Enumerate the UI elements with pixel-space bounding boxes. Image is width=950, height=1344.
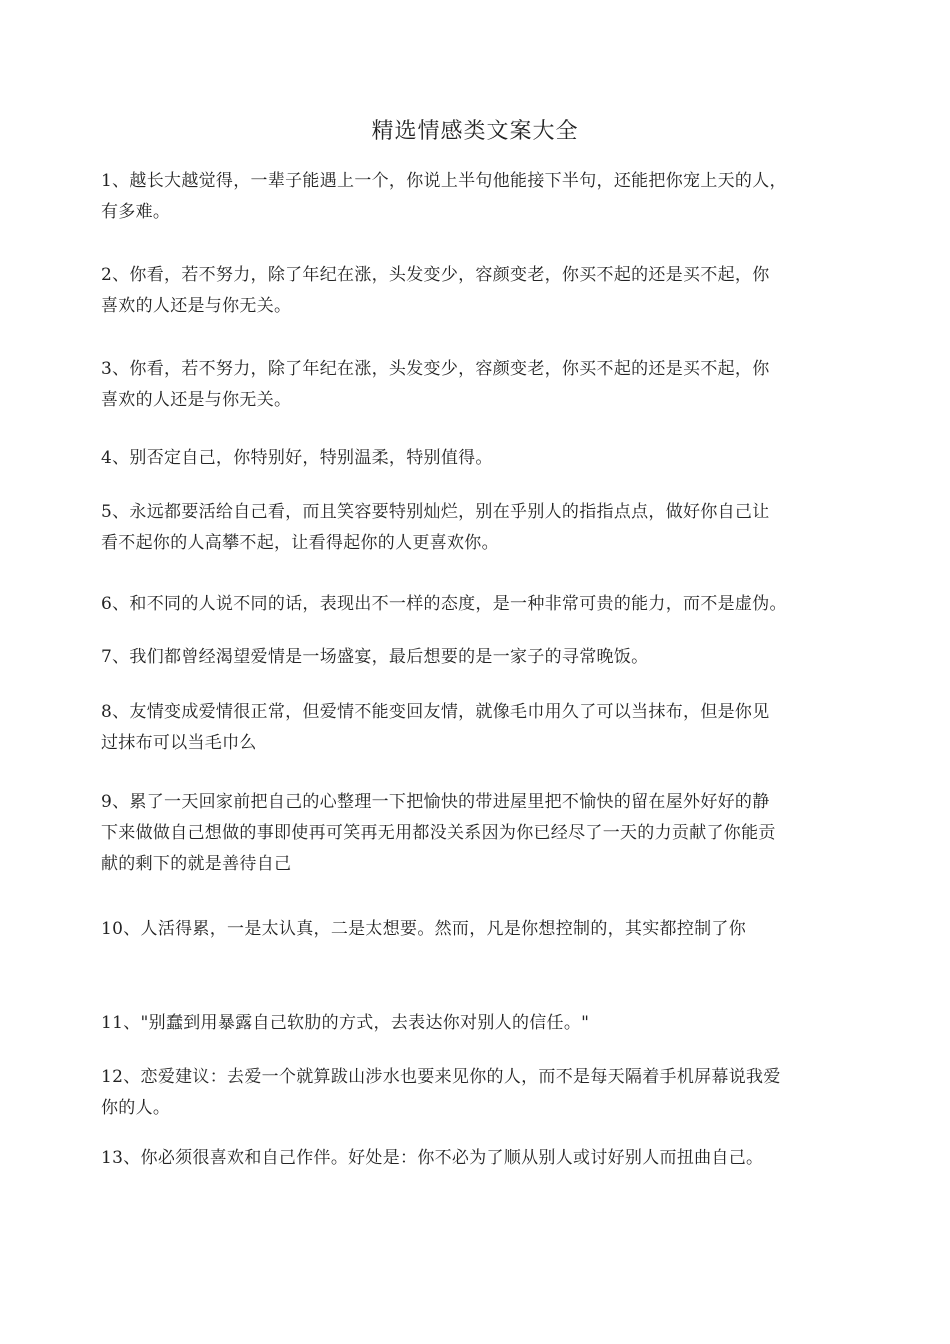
paragraph-11: 11、"别蠢到用暴露自己软肋的方式，去表达你对别人的信任。" — [101, 1013, 590, 1033]
paragraph-5: 5、永远都要活给自己看，而且笑容要特别灿烂，别在乎别人的指指点点，做好你自己让 看不起你的人高攀不起，让看得起你的人更喜欢你。 — [101, 502, 770, 553]
paragraph-8: 8、友情变成爱情很正常，但爱情不能变回友情，就像毛巾用久了可以当抹布，但是你见 过抹布可以当毛巾么 — [101, 702, 770, 753]
paragraph-1: 1、越长大越觉得，一辈子能遇上一个，你说上半句他能接下半句，还能把你宠上天的人， 有多难。 — [101, 171, 787, 222]
paragraph-3: 3、你看，若不努力，除了年纪在涨，头发变少，容颜变老，你买不起的还是买不起，你 喜欢的人还是与你无关。 — [101, 359, 770, 410]
paragraph-2: 2、你看，若不努力，除了年纪在涨，头发变少，容颜变老，你买不起的还是买不起，你 喜欢的人还是与你无关。 — [101, 265, 770, 316]
paragraph-4: 4、别否定自己，你特别好，特别温柔，特别值得。 — [101, 448, 493, 468]
document-title: 精选情感类文案大全 — [371, 119, 579, 144]
paragraph-6: 6、和不同的人说不同的话，表现出不一样的态度，是一种非常可贵的能力，而不是虚伪。 — [101, 594, 787, 614]
paragraph-9: 9、累了一天回家前把自己的心整理一下把愉快的带进屋里把不愉快的留在屋外好好的静 下来做做自己想做的事即使再可笑再无用都没关系因为你已经尽了一天的力贡献了你能贡 献的剩下的就是善待自己 — [101, 792, 776, 874]
paragraph-10: 10、人活得累，一是太认真，二是太想要。然而，凡是你想控制的，其实都控制了你 — [101, 919, 747, 939]
paragraph-7: 7、我们都曾经渴望爱情是一场盛宴，最后想要的是一家子的寻常晚饭。 — [101, 647, 649, 667]
paragraph-12: 12、恋爱建议：去爱一个就算跋山涉水也要来见你的人，而不是每天隔着手机屏幕说我爱 你的人。 — [101, 1067, 781, 1118]
paragraph-13: 13、你必须很喜欢和自己作伴。好处是：你不必为了顺从别人或讨好别人而扭曲自己。 — [101, 1148, 764, 1168]
